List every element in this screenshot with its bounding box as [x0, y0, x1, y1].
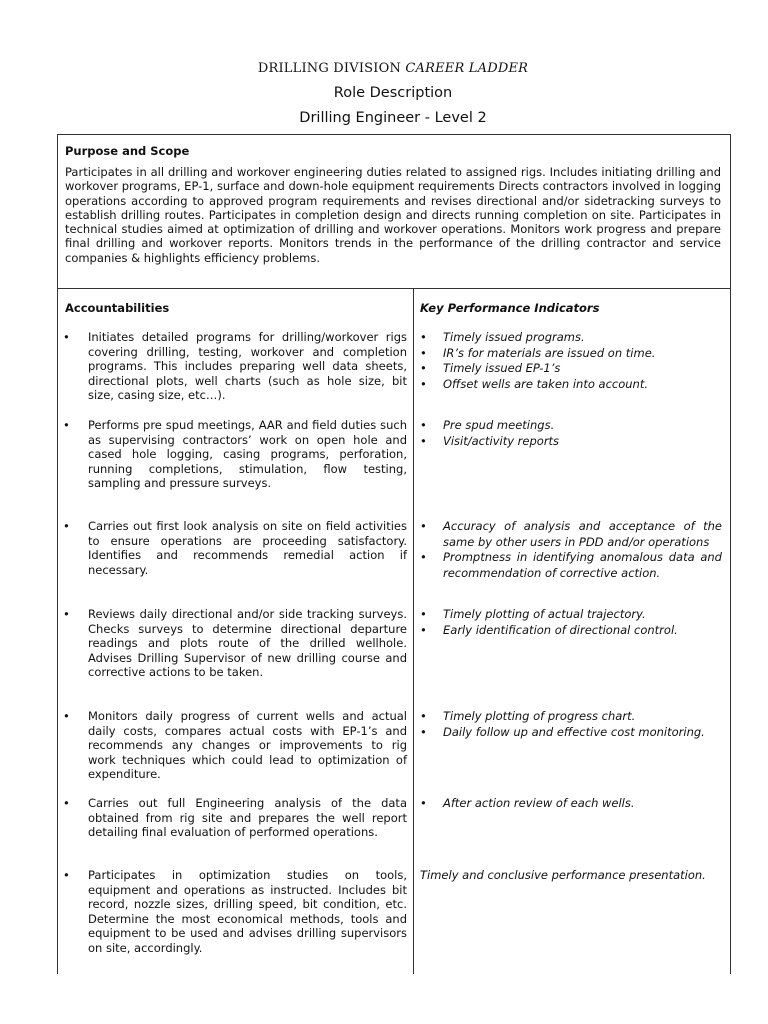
division-heading [0, 61, 768, 76]
frame-top-line [57, 134, 731, 135]
accountability-item-1 [63, 330, 407, 403]
kpi-plain-7: Timely and conclusive performance presentation. [420, 868, 706, 882]
frame-left-line [57, 134, 58, 974]
accountability-item-5 [63, 709, 407, 782]
kpi-group-3 [420, 519, 722, 581]
bullet: • [63, 607, 70, 621]
column-divider-line [413, 288, 414, 974]
accountability-text: Carries out first look analysis on site on field activities to ensure operations are proceeding satisfactory. Identifies and recommends remedial action if necessary. [88, 519, 407, 577]
kpi-group-4 [420, 607, 722, 638]
accountabilities-heading: Accountabilities [65, 301, 170, 315]
kpi-group-2 [420, 418, 722, 449]
accountability-item-4 [63, 607, 407, 680]
kpi-group-5 [420, 709, 722, 740]
kpi-group-6 [420, 796, 722, 812]
bullet: • [63, 519, 70, 533]
kpi-item: • Timely issued programs. [420, 330, 585, 344]
kpi-item: • IR’s for materials are issued on time. [420, 345, 656, 360]
accountability-item-3 [63, 519, 407, 577]
bullet: • [63, 330, 70, 344]
kpi-group-1 [420, 330, 722, 392]
accountability-item-2 [63, 418, 407, 491]
accountability-text: Performs pre spud meetings, AAR and field duties such as supervising contractors’ work on open hole and cased hole logging, casing programs, perforation, running completions, stimulation, flow testing, sampling and pressure surveys. [88, 418, 407, 490]
bullet: • [63, 709, 70, 723]
accountability-text: Carries out full Engineering analysis of the data obtained from rig site and prepares the well report detailing final evaluation of performed operations. [88, 796, 407, 839]
kpi-item: • Pre spud meetings. [420, 418, 555, 432]
kpi-item: • Timely plotting of actual trajectory. [420, 607, 646, 621]
bullet: • [63, 418, 70, 432]
accountability-text: Reviews daily directional and/or side tracking surveys. Checks surveys to determine directional departure readings and plots route of the drilled wellhole. Advises Drilling Supervisor of new drilling course and corrective actions to be taken. [88, 607, 407, 679]
accountability-text: Initiates detailed programs for drilling/workover rigs covering drilling, testing, workover and completion programs. This includes preparing well data sheets, directional plots, well charts (such as hole size, bit size, casing size, etc…). [88, 330, 407, 402]
kpi-item: • Timely plotting of progress chart. [420, 709, 636, 723]
kpi-heading: Key Performance Indicators [420, 301, 600, 315]
kpi-item: • Promptness in identifying anomalous data and recommendation of corrective action. [420, 550, 722, 580]
kpi-item: • Offset wells are taken into account. [420, 376, 648, 391]
bullet: • [63, 868, 70, 882]
kpi-item: • Visit/activity reports [420, 433, 560, 448]
accountability-item-7 [63, 868, 407, 955]
kpi-item: • Early identification of directional control. [420, 622, 678, 637]
role-description-heading: Role Description [333, 85, 453, 101]
bullet: • [63, 796, 70, 810]
kpi-item: • Daily follow up and effective cost monitoring. [420, 724, 705, 739]
kpi-item: • Accuracy of analysis and acceptance of the same by other users in PDD and/or operations [420, 519, 722, 549]
accountability-text: Participates in optimization studies on tools, equipment and operations as instructed. Includes bit record, nozzle sizes, drilling speed, bit condition, etc. Determine the most economical methods, tools and equipment to be used and advises drilling supervisors on site, accordingly. [88, 868, 407, 955]
accountability-item-6 [63, 796, 407, 840]
purpose-title: Purpose and Scope [65, 144, 190, 158]
purpose-divider-line [57, 288, 731, 289]
frame-right-line [730, 134, 731, 974]
division-text: DRILLING DIVISION [257, 61, 402, 76]
accountability-text: Monitors daily progress of current wells and actual daily costs, compares actual costs with EP-1’s and recommends any changes or improvements to rig work techniques which could lead to optimization of expenditure. [88, 709, 407, 781]
career-ladder-text: CAREER LADDER [405, 61, 529, 76]
purpose-text: Participates in all drilling and workover engineering duties related to assigned rigs. Includes initiating drilling and workover programs, EP-1, surface and down-hole equipment requirements Directs contractors involved in logging operations according to approved program requirements and revises directional and/or sidetracking surveys to establish drilling routes. Participates in completion design and directs running completion on site. Participates in technical studies aimed at optimization of drilling and workover operations. Monitors work progress and prepare final drilling and workover reports. Monitors trends in the performance of the drilling contractor and service companies & highlights efficiency problems. [65, 165, 721, 265]
kpi-item: • Timely issued EP-1’s [420, 361, 561, 375]
role-title-heading: Drilling Engineer - Level 2 [299, 110, 487, 126]
kpi-item: • After action review of each wells. [420, 796, 635, 810]
